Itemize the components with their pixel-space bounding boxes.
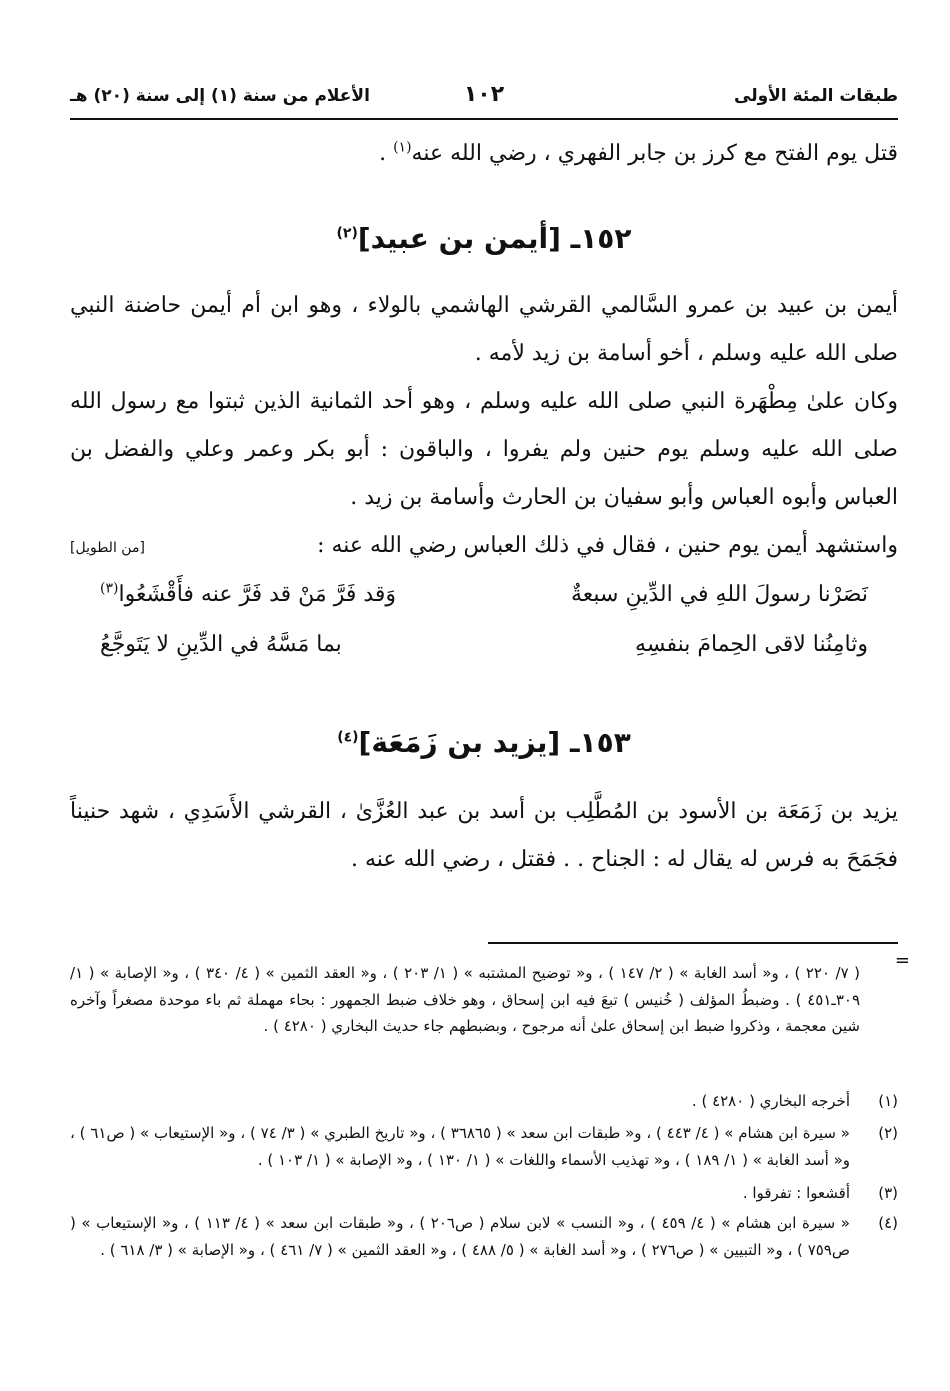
intro-line — [70, 130, 898, 178]
page-number: ١٠٢ — [463, 82, 505, 107]
header-rule — [70, 118, 898, 120]
entry-152-paragraph-2: وكان علىٰ مِطْهَرة النبي صلى الله عليه وسلم ، وهو أحد الثمانية الذين ثبتوا مع رسول الله صلى الله عليه وسلم يوم حنين ولم يفروا ، والباقون : أبو بكر وعمر وعلي والفضل بن العباس وأبوه العباس وأبو سفيان بن الحارث وأسامة بن زيد . — [70, 389, 898, 510]
footnote-4-text: « سيرة ابن هشام » ( ٤/ ٤٥٩ ) ، و« النسب » لابن سلام ( ص٢٠٦ ) ، و« طبقات ابن سعد » ( ٤/ ١١٣ ) ، و« الإستيعاب » ( ص٧٥٩ ) ، و« التبيين » ( ص٢٧٦ ) ، و« أسد الغابة » ( ٥/ ٤٨٨ ) ، و« العقد الثمين » ( ٧/ ٤٦١ ) ، و« الإصابة » ( ٣/ ٦١٨ ) . — [70, 1214, 850, 1259]
footnote-continuation: ( ٧/ ٢٢٠ ) ، و« أسد الغابة » ( ٢/ ١٤٧ ) ، و« توضيح المشتبه » ( ١/ ٢٠٣ ) ، و« العقد الثمين » ( ٤/ ٣٤٠ ) ، و« الإصابة » ( ١/ ٣٠٩ـ٤٥١ ) . وضبطُ المؤلف ( خُنيس ) تبعَ فيه ابن إسحاق ، وهو خلاف ضبط الجمهور : بحاء مهملة ثم باء موحدة مصغراً وآخره شين معجمة ، وذكروا ضبط ابن إسحاق علىٰ أنه مرجوح ، وبضبطهم جاء حديث البخاري ( ٤٢٨٠ ) . — [70, 964, 860, 1035]
entry-152-paragraph-3: واستشهد أيمن يوم حنين ، فقال في ذلك العباس رضي الله عنه : — [317, 533, 898, 558]
entry-152-note-ref: (٢) — [336, 225, 358, 242]
verse-1-second-hemistich-text: وَقد فَرَّ مَنْ قد فَرَّ عنه فأَقْشَعُوا — [118, 582, 397, 607]
footnote-2-number: (٢) — [878, 1124, 898, 1142]
intro-note-ref: (١) — [393, 139, 412, 156]
entry-153-title: ١٥٣ـ [يزيد بن زَمَعَة] — [358, 726, 631, 759]
verse-line-2 — [70, 632, 898, 672]
verse-2-first-hemistich: وثامِنُنا لاقى الحِمامَ بنفسِهِ — [635, 632, 868, 657]
entry-152-title: ١٥٢ـ [أيمن بن عبيد] — [357, 222, 632, 255]
verse-2-second-hemistich: بما مَسَّهُ في الدِّينِ لا يَتَوجَّعُ — [100, 632, 342, 657]
poetic-meter-label: [من الطويل] — [70, 540, 145, 556]
intro-tail: . — [379, 141, 394, 166]
footnote-2-text: « سيرة ابن هشام » ( ٤/ ٤٤٣ ) ، و« طبقات ابن سعد » ( ٣٦٨٦٥ ) ، و« تاريخ الطبري » ( ٣/ ٧٤ ) ، و« الإستيعاب » ( ص٦١ ) ، و« أسد الغابة » ( ١/ ١٨٩ ) ، و« تهذيب الأسماء واللغات » ( ١/ ١٣٠ ) ، و« الإصابة » ( ١/ ١٠٣ ) . — [70, 1124, 850, 1169]
verse-line-1 — [70, 582, 898, 622]
book-title: طبقات المئة الأولى — [734, 86, 898, 106]
entry-153-paragraph-1: يزيد بن زَمَعَة بن الأسود بن المُطَّلِب بن أسد بن عبد العُزَّىٰ ، القرشي الأَسَدِي ، شهد حنيناً فجَمَحَ به فرس له يقال له : الجناح . . فقتل ، رضي الله عنه . — [70, 799, 898, 872]
footnote-1-text: أخرجه البخاري ( ٤٢٨٠ ) . — [691, 1092, 850, 1110]
section-title: الأعلام من سنة (١) إلى سنة (٢٠) هـ — [70, 86, 370, 106]
verse-1-second-hemistich — [100, 582, 396, 607]
running-header — [70, 82, 898, 116]
book-page — [70, 0, 910, 1391]
verse-1-first-hemistich: نَصَرْنا رسولَ اللهِ في الدِّينِ سبعةٌ — [571, 582, 868, 607]
footnote-4-number: (٤) — [878, 1214, 898, 1232]
footnote-continuation-mark: = — [894, 950, 910, 971]
entry-153-note-ref: (٤) — [337, 729, 359, 746]
entry-152-heading — [70, 222, 898, 255]
entry-153-heading — [70, 726, 898, 759]
verse-1-note-ref: (٣) — [100, 580, 119, 597]
footnote-3-text: أقشعوا : تفرقوا . — [742, 1184, 850, 1202]
intro-text: قتل يوم الفتح مع كرز بن جابر الفهري ، رضي الله عنه — [411, 141, 898, 166]
footnote-3-number: (٣) — [878, 1184, 898, 1202]
footnote-separator — [488, 942, 898, 944]
footnote-1-number: (١) — [878, 1092, 898, 1110]
entry-152-paragraph-1: أيمن بن عبيد بن عمرو السَّالمي القرشي الهاشمي بالولاء ، وهو ابن أم أيمن حاضنة النبي صلى الله عليه وسلم ، أخو أسامة بن زيد لأمه . — [70, 293, 898, 366]
